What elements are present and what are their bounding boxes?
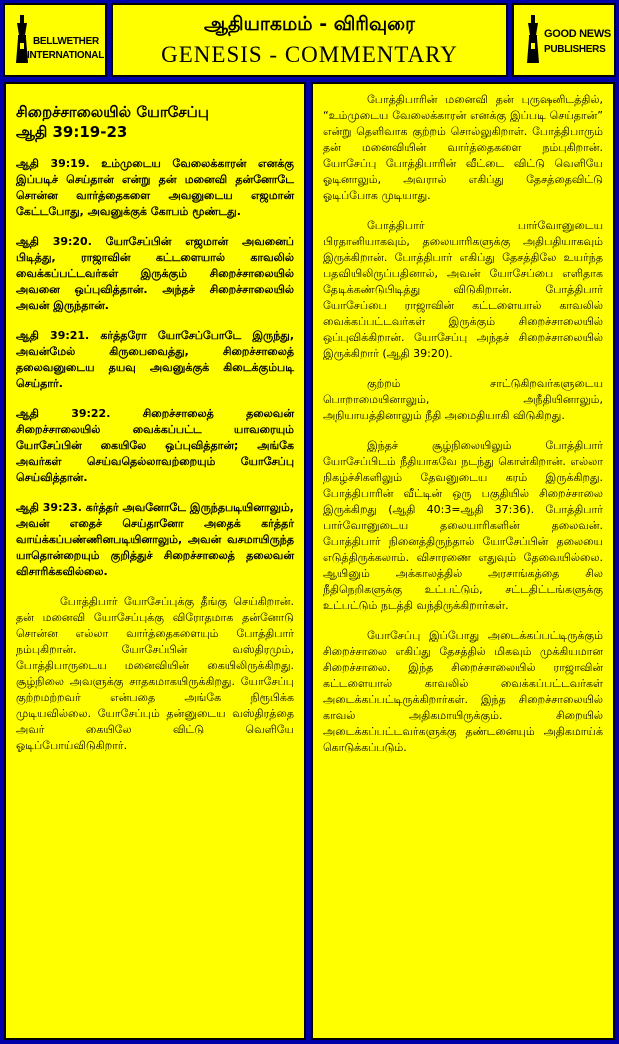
bellwether-logo xyxy=(3,3,107,77)
english-title: GENESIS - COMMENTARY xyxy=(161,42,458,67)
tamil-title: ஆதியாகமம் - விரிவுரை xyxy=(204,13,415,35)
logo-right-line1: GOOD NEWS xyxy=(544,28,611,40)
verse-39-22: ஆதி 39:22. சிறைச்சாலைத் தலைவன் சிறைச்சாலையில் வைக்கப்பட்ட யாவரையும் யோசேப்பின் கையிலே ஒப்புவித்தான்; அங்கே அவர்கள் செய்வதெல்லாவற்றையும் யோசேப்பு செய்வித்தான். xyxy=(16,407,294,484)
logo-left-line2: INTERNATIONAL xyxy=(27,50,105,61)
verse-39-21: ஆதி 39:21. கர்த்தரோ யோசேப்போடே இருந்து, அவன்மேல் கிருபைவைத்து, சிறைச்சாலைத் தலைவனுடைய தயவு அவனுக்குக் கிடைக்கும்படி செய்தார். xyxy=(16,329,294,390)
commentary-paragraph: போத்திபார் பார்வோனுடைய பிரதானியாகவும், தலையாரிகளுக்கு அதிபதியாகவும் இருக்கிறான். போத்திபார் எகிப்து தேசத்திலே உயர்ந்த பதவியிலிருப்பதினால், அவன் யோசேப்பை எளிதாக தேடிக்கண்டுபிடித்து விடுகிறான். போத்திபார் யோசேப்பை ராஜாவின் கட்டளையால் காவலில் வைக்கப்பட்டவர்கள் இருக்கும் சிறைச்சாலையில் ஒப்புவிக்கிறான். யோசேப்பு அந்தச் சிறைச்சாலையில் இருக்கிறார் (ஆதி 39:20). xyxy=(323,219,603,360)
commentary-paragraph: இந்தச் சூழ்நிலையிலும் போத்திபார் யோசேப்பிடம் நீதியாகவே நடந்து கொள்கிறான். எல்லா நிகழ்ச்சிகளிலும் தேவனுடைய கரம் இருக்கிறது. போத்திபாரின் வீட்டின் ஒரு பகுதியில் சிறைச்சாலை இருக்கிறது (ஆதி 40:3=ஆதி 37:36). போத்திபார் பார்வோனுடைய தலையாரிகளின் தலைவன். போத்திபார் நினைத்திருந்தால் யோசேப்பின் தலையை எடுத்திருக்கலாம். விசாரணை எதுவும் தேவையில்லை. ஆயினும் அக்காலத்தில் அரசாங்கத்தை சில நீதிநெறிகளுக்கு உட்பட்டும், சட்டதிட்டங்களுக்கு உட்பட்டும் நடத்தி வந்திருக்கிறார்கள். xyxy=(323,439,603,612)
section-title xyxy=(16,102,294,142)
logo-right-line2: PUBLISHERS xyxy=(544,44,606,55)
verse-39-20: ஆதி 39:20. யோசேப்பின் எஜமான் அவனைப் பிடித்து, ராஜாவின் கட்டளையால் காவலில் வைக்கப்பட்டவர்கள் இருக்கும் சிறைச்சாலையில் அவனை ஒப்புவித்தான். அந்தச் சிறைச்சாலையில் அவன் இருந்தான். xyxy=(16,235,294,312)
commentary-paragraph: போத்திபார் யோசேப்புக்கு தீங்கு செய்கிறான். தன் மனைவி யோசேப்புக்கு விரோதமாக தன்னோடு சொன்ன எல்லா வார்த்தைகளையும் போத்திபார் நம்புகிறான். யோசேப்பின் வஸ்திரமும், போத்திபாருடைய மனைவியின் கையிலிருக்கிறது. சூழ்நிலை அவளுக்கு சாதகமாகயிருக்கிறது. யோசேப்பு குற்றமற்றவர் என்பதை அங்கே நிரூபிக்க முடியவில்லை. யோசேப்பும் தன்னுடைய வஸ்திரத்தை அவர் கையிலே விட்டு வெளியே ஓடிப்போய்விடுகிறார். xyxy=(16,595,294,752)
logo-left-line1: BELLWETHER xyxy=(33,36,99,47)
left-column xyxy=(4,82,306,1040)
section-reference: ஆதி 39:19-23 xyxy=(16,123,128,141)
verse-39-19: ஆதி 39:19. உம்முடைய வேலைக்காரன் எனக்கு இப்படிச் செய்தான் என்று தன் மனைவி தன்னோடே சொன்ன வார்த்தைகளை அவனுடைய எஜமான் கேட்டபோது, அவனுக்குக் கோபம் மூண்டது. xyxy=(16,157,294,218)
tower-icon xyxy=(524,15,542,65)
commentary-paragraph: யோசேப்பு இப்போது அடைக்கப்பட்டிருக்கும் சிறைச்சாலை எகிப்து தேசத்தில் மிகவும் முக்கியமான சிறைச்சாலை. இந்த சிறைச்சாலையில் ராஜாவின் கட்டளையால் காவலில் வைக்கப்பட்டவர்கள் அடைக்கப்பட்டிருக்கிறார்கள். இந்த சிறைச்சாலையில் காவல் அதிகமாயிருக்கும். சிறையில் அடைக்கப்பட்டவர்களுக்கு தண்டனையும் அதிகமாய்க் கொடுக்கப்படும். xyxy=(323,629,603,754)
right-column xyxy=(311,82,615,1040)
good-news-logo xyxy=(512,3,616,77)
commentary-paragraph: போத்திபாரின் மனைவி தன் புருஷனிடத்தில், “உம்முடைய வேலைக்காரன் எனக்கு இப்படி செய்தான்” என்று தெளிவாக குற்றம் சொல்லுகிறாள். போத்திபாரும் தன் மனைவியின் வார்த்தைகளை நம்புகிறான். யோசேப்பு போத்திபாரின் வீட்டை விட்டு வெளியே ஓடினாலும், அவரால் எகிப்து தேசத்தைவிட்டு ஓடிப்போக முடியாது. xyxy=(323,93,603,202)
section-title-text: சிறைச்சாலையில் யோசேப்பு xyxy=(16,103,209,121)
commentary-paragraph: குற்றம் சாட்டுகிறவர்களுடைய பொறாமையினாலும், அநீதியினாலும், அநியாயத்தினாலும் நீதி அமைதியாகி விடுகிறது. xyxy=(323,377,603,422)
verse-39-23: ஆதி 39:23. கர்த்தர் அவனோடே இருந்தபடியினாலும், அவன் எதைச் செய்தானோ அதைக் கர்த்தர் வாய்க்கப்பண்ணினபடியினாலும், அவன் வசமாயிருந்த யாதொன்றையும் குறித்துச் சிறைச்சாலைத் தலைவன் விசாரிக்கவில்லை. xyxy=(16,501,294,578)
page-header xyxy=(111,3,508,77)
